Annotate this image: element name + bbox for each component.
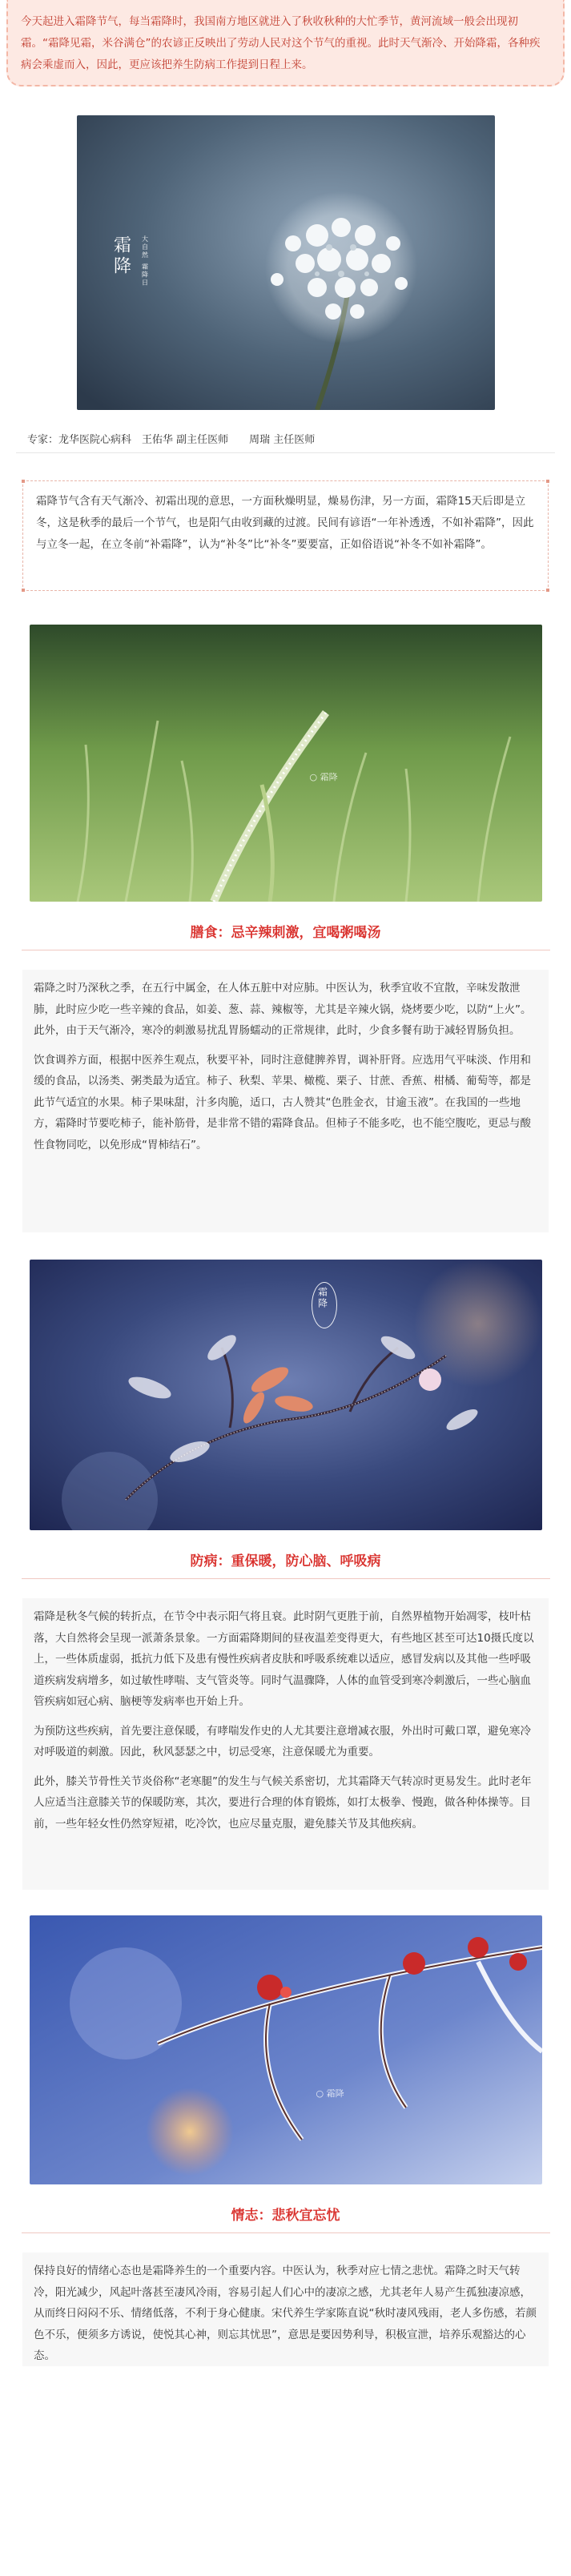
corner-dot [546,480,549,483]
corner-dot [22,589,25,592]
image4-watermark: ○ 霜降 [316,2088,344,2099]
intro-box [6,0,565,86]
frosty-grass-image [30,625,542,902]
corner-dot [22,480,25,483]
emotion-paragraphs [22,2252,549,2366]
experts-line [16,423,555,453]
image1-title: 霜降 [111,235,131,277]
diet-paragraphs [22,970,549,1232]
emotion-paragraph-1: 保持良好的情绪心态也是霜降养生的一个重要内容。中医认为，秋季对应七情之悲忧。霜降之时天气转冷，阳光减少，风起叶落甚至凄风冷雨，容易引起人们心中的凄凉之感，尤其老年人易产生孤独凄凉感，从而终日闷闷不乐、情绪低落，不利于身心健康。宋代养生学家陈直说“秋时凄风残雨，老人多伤感，若颜色不乐，便须多方诱说，使悦其心神，则忘其忧思”，意思是要因势利导，积极宣泄，培养乐观豁达的心态。 [34,2265,537,2362]
disease-paragraph-3: 此外，膝关节骨性关节炎俗称“老寒腿”的发生与气候关系密切，尤其霜降天气转凉时更易发生。此时老年人应适当注意膝关节的保暖防寒，其次，要进行合理的体育锻炼，如打太极拳、慢跑，做各种体操等。目前，一些年轻女性仍然穿短裙，吃冷饮，也应尽量克服，避免膝关节及其他疾病。 [34,1774,532,1831]
diet-paragraph-2: 饮食调养方面，根据中医养生观点，秋要平补，同时注意健脾养胃，调补肝肾。应选用气平味淡、作用和缓的食品，以汤类、粥类最为适宜。柿子、秋梨、苹果、橄榄、栗子、甘蔗、香蕉、柑橘、葡萄等，都是此节气适宜的水果。柿子果味甜，汁多肉脆，适口，古人赞其“色胜金衣，甘逾玉液”。在我国的一些地方，霜降时节要吃柿子，能补筋骨，是非常不错的霜降食品。但柿子不能多吃，也不能空腹吃，更忌与酸性食物同吃，以免形成“胃柿结石”。 [34,1053,531,1151]
image2-watermark: ○ 霜降 [309,772,338,782]
disease-paragraphs [22,1598,549,1890]
divider [22,2232,550,2233]
image1-subtitle: 大自然 霜降日 [141,235,149,287]
divider [22,1578,550,1579]
quote-text: 霜降节气含有天气渐冷、初霜出现的意思，一方面秋燥明显，燥易伤津，另一方面，霜降15天后即是立冬，这是秋季的最后一个节气，也是阳气由收到藏的过渡。民间有谚语“一年补透透，不如补霜降”，因此与立冬一起，在立冬前“补霜降”，认为“补冬”比“补冬”要要富，正如俗语说“补冬不如补霜降”。 [36,495,534,551]
disease-paragraph-2: 为预防这些疾病，首先要注意保暖，有哮喘发作史的人尤其要注意增减衣服，外出时可戴口罩，避免寒冷对呼吸道的刺激。因此，秋风瑟瑟之中，切忌受寒，注意保暖尤为重要。 [34,1724,531,1758]
section-title-emotion: 情志：悲秋宜忘忧 [231,2208,340,2224]
section-title-disease: 防病：重保暖，防心脑、呼吸病 [190,1553,381,1569]
disease-paragraph-1: 霜降是秋冬气候的转折点，在节令中表示阳气将且衰。此时阴气更胜于前，自然界植物开始凋零，枝叶枯落，大自然将会呈现一派萧条景象。一方面霜降期间的昼夜温差变得更大，有些地区甚至可达10摄氏度以上，一些体质虚弱，抵抗力低下及患有慢性疾病者皮肤和呼吸系统难以适应，感冒发病以及其他一些呼吸道疾病发病增多，如过敏性哮喘、支气管炎等。同时气温骤降，人体的血管受到寒冷刺激后，一些心脑血管疾病如冠心病、脑梗等发病率也开始上升。 [34,1610,534,1708]
experts-text: 专家：龙华医院心病科 王佑华 副主任医师 周瑞 主任医师 [27,434,316,446]
corner-dot [546,589,549,592]
section-title-diet: 膳食：忌辛辣刺激，宜喝粥喝汤 [190,925,381,941]
frost-flower-image [77,115,495,410]
frosty-berries-image [30,1915,542,2184]
frosty-leaves-image [30,1260,542,1530]
quote-box [22,480,549,591]
diet-paragraph-1: 霜降之时乃深秋之季，在五行中属金，在人体五脏中对应肺。中医认为，秋季宜收不宜散，辛味发散泄肺，此时应少吃一些辛辣的食品，如姜、葱、蒜、辣椒等，尤其是辛辣火锅，烧烤要少吃，以防“上火”。此外，由于天气渐冷，寒冷的刺激易扰乱胃肠蠕动的正常规律，此时，少食多餐有助于减轻胃肠负担。 [34,982,532,1037]
image3-stamp: 霜降 [316,1287,328,1309]
intro-text: 今天起进入霜降节气，每当霜降时，我国南方地区就进入了秋收秋种的大忙季节，黄河流域一般会出现初霜。“霜降见霜，米谷满仓”的农谚正反映出了劳动人民对这个节气的重视。此时天气渐冷、开始降霜，各种疾病会乘虚而入，因此，更应该把养生防病工作提到日程上来。 [21,15,541,71]
